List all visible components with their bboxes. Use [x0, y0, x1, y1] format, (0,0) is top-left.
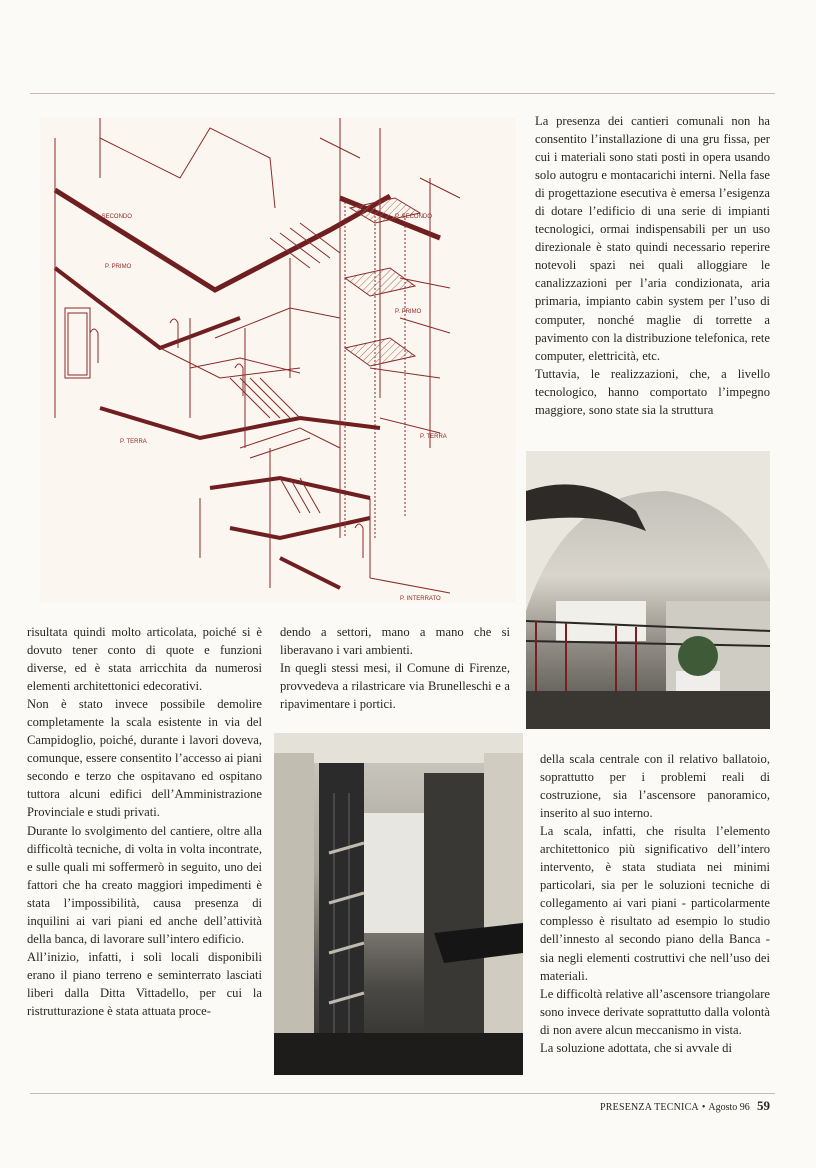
paragraph: Durante lo svolgimento del cantiere, oltre alla difficoltà tecniche, di volta in volta incontrate, e sulle quali mi soffermerò in seguito, uno dei fattori che ha creato maggiori impedimenti è stata l’impossibilità, causa presenza di inquilini ai vari piani ed anche dell’attività della banca, di lavorare sull’intero edificio. — [27, 823, 262, 946]
paragraph: In quegli stessi mesi, il Comune di Firenze, provvedeva a rilastricare via Brunelleschi e a ripavimentare i portici. — [280, 661, 510, 712]
bullet-icon: • — [701, 1102, 706, 1113]
paragraph: All’inizio, infatti, i soli locali disponibili erano il piano terreno e seminterrato lasciati liberi dalla Ditta Vittadello, per cui la ristrutturazione è stata attuata proce- — [27, 949, 262, 1018]
page-footer — [600, 1098, 770, 1118]
paragraph: Le difficoltà relative all’ascensore triangolare sono invece derivate soprattutto dalla volontà di non avere alcun meccanismo in vista. — [540, 986, 770, 1037]
text-column-right-top — [535, 112, 770, 419]
text-column-right-bottom — [540, 750, 770, 1057]
photo-stair-corridor — [274, 733, 523, 1075]
level-label: P. SECONDO — [95, 214, 132, 220]
level-label: P. INTERRATO — [400, 596, 441, 602]
header-rule — [30, 93, 775, 94]
level-label: P. SECONDO — [395, 214, 432, 220]
level-label: P. PRIMO — [395, 309, 422, 315]
paragraph: La presenza dei cantieri comunali non ha consentito l’installazione di una gru fissa, per cui i materiali sono stati posti in opera usando solo autogru e montacarichi interni. Nella fase di progettazione esecutiva è emersa l’esigenza di dotare l’edificio di una serie di impianti tecnologici, ormai indispensabili per un uso direzionale è stato quindi necessario reperire notevoli spazi nei quali alloggiare le canalizzazioni per l’aria condizionata, aria primaria, impianto cabin system per l’uso di computer, nonché maglie di torrette a pavimento con la distribuzione telefonica, rete computer, elettricità, etc. — [535, 114, 770, 363]
paragraph: risultata quindi molto articolata, poiché si è dovuto tener conto di quote e funzioni diverse, ed è stata arricchita da numerosi elementi architettonici edecorativi. — [27, 625, 262, 694]
page-number: 59 — [757, 1098, 770, 1113]
level-label: P. TERRA — [120, 439, 147, 445]
text-column-left — [27, 623, 262, 1020]
text-column-middle — [280, 623, 510, 713]
paragraph: La soluzione adottata, che si avvale di — [540, 1040, 732, 1055]
photo-corridor-svg — [274, 733, 523, 1075]
paragraph: Non è stato invece possibile demolire completamente la scala esistente in via del Campidoglio, poiché, durante i lavori doveva, comunque, essere consentito l’accesso ai piani secondo e terzo che ospitavano ed ospitano tuttora alcuni edifici dell’Amministrazione Provinciale e studi privati. — [27, 697, 262, 820]
paragraph: La scala, infatti, che risulta l’elemento architettonico più significativo dell’intero intervento, è stata studiata nei minimi particolari, sia per le soluzioni tecniche di collegamento ai vari piani - particolarmente complesso è risultato ad esempio lo studio dell’innesto al secondo piano della Banca - sia negli elementi costruttivi che nell’uso dei materiali. — [540, 824, 770, 983]
magazine-name: PRESENZA TECNICA — [600, 1102, 699, 1113]
level-label: P. PRIMO — [105, 264, 132, 270]
axonometric-drawing — [40, 118, 516, 602]
photo-vaulted-interior — [526, 451, 770, 729]
paragraph: Tuttavia, le realizzazioni, che, a livello tecnologico, hanno comportato l’impegno maggiore, sono state sia la struttura — [535, 366, 770, 417]
photo-vaulted-svg — [526, 451, 770, 729]
paragraph: della scala centrale con il relativo ballatoio, soprattutto per i problemi reali di costruzione, sia l’ascensore panoramico, inserito al suo interno. — [540, 752, 770, 821]
level-label: P. TERRA — [420, 434, 447, 440]
issue-date: Agosto 96 — [708, 1102, 750, 1113]
paragraph: dendo a settori, mano a mano che si liberavano i vari ambienti. — [280, 625, 510, 658]
footer-rule — [30, 1093, 775, 1094]
drawing-svg — [40, 118, 516, 602]
